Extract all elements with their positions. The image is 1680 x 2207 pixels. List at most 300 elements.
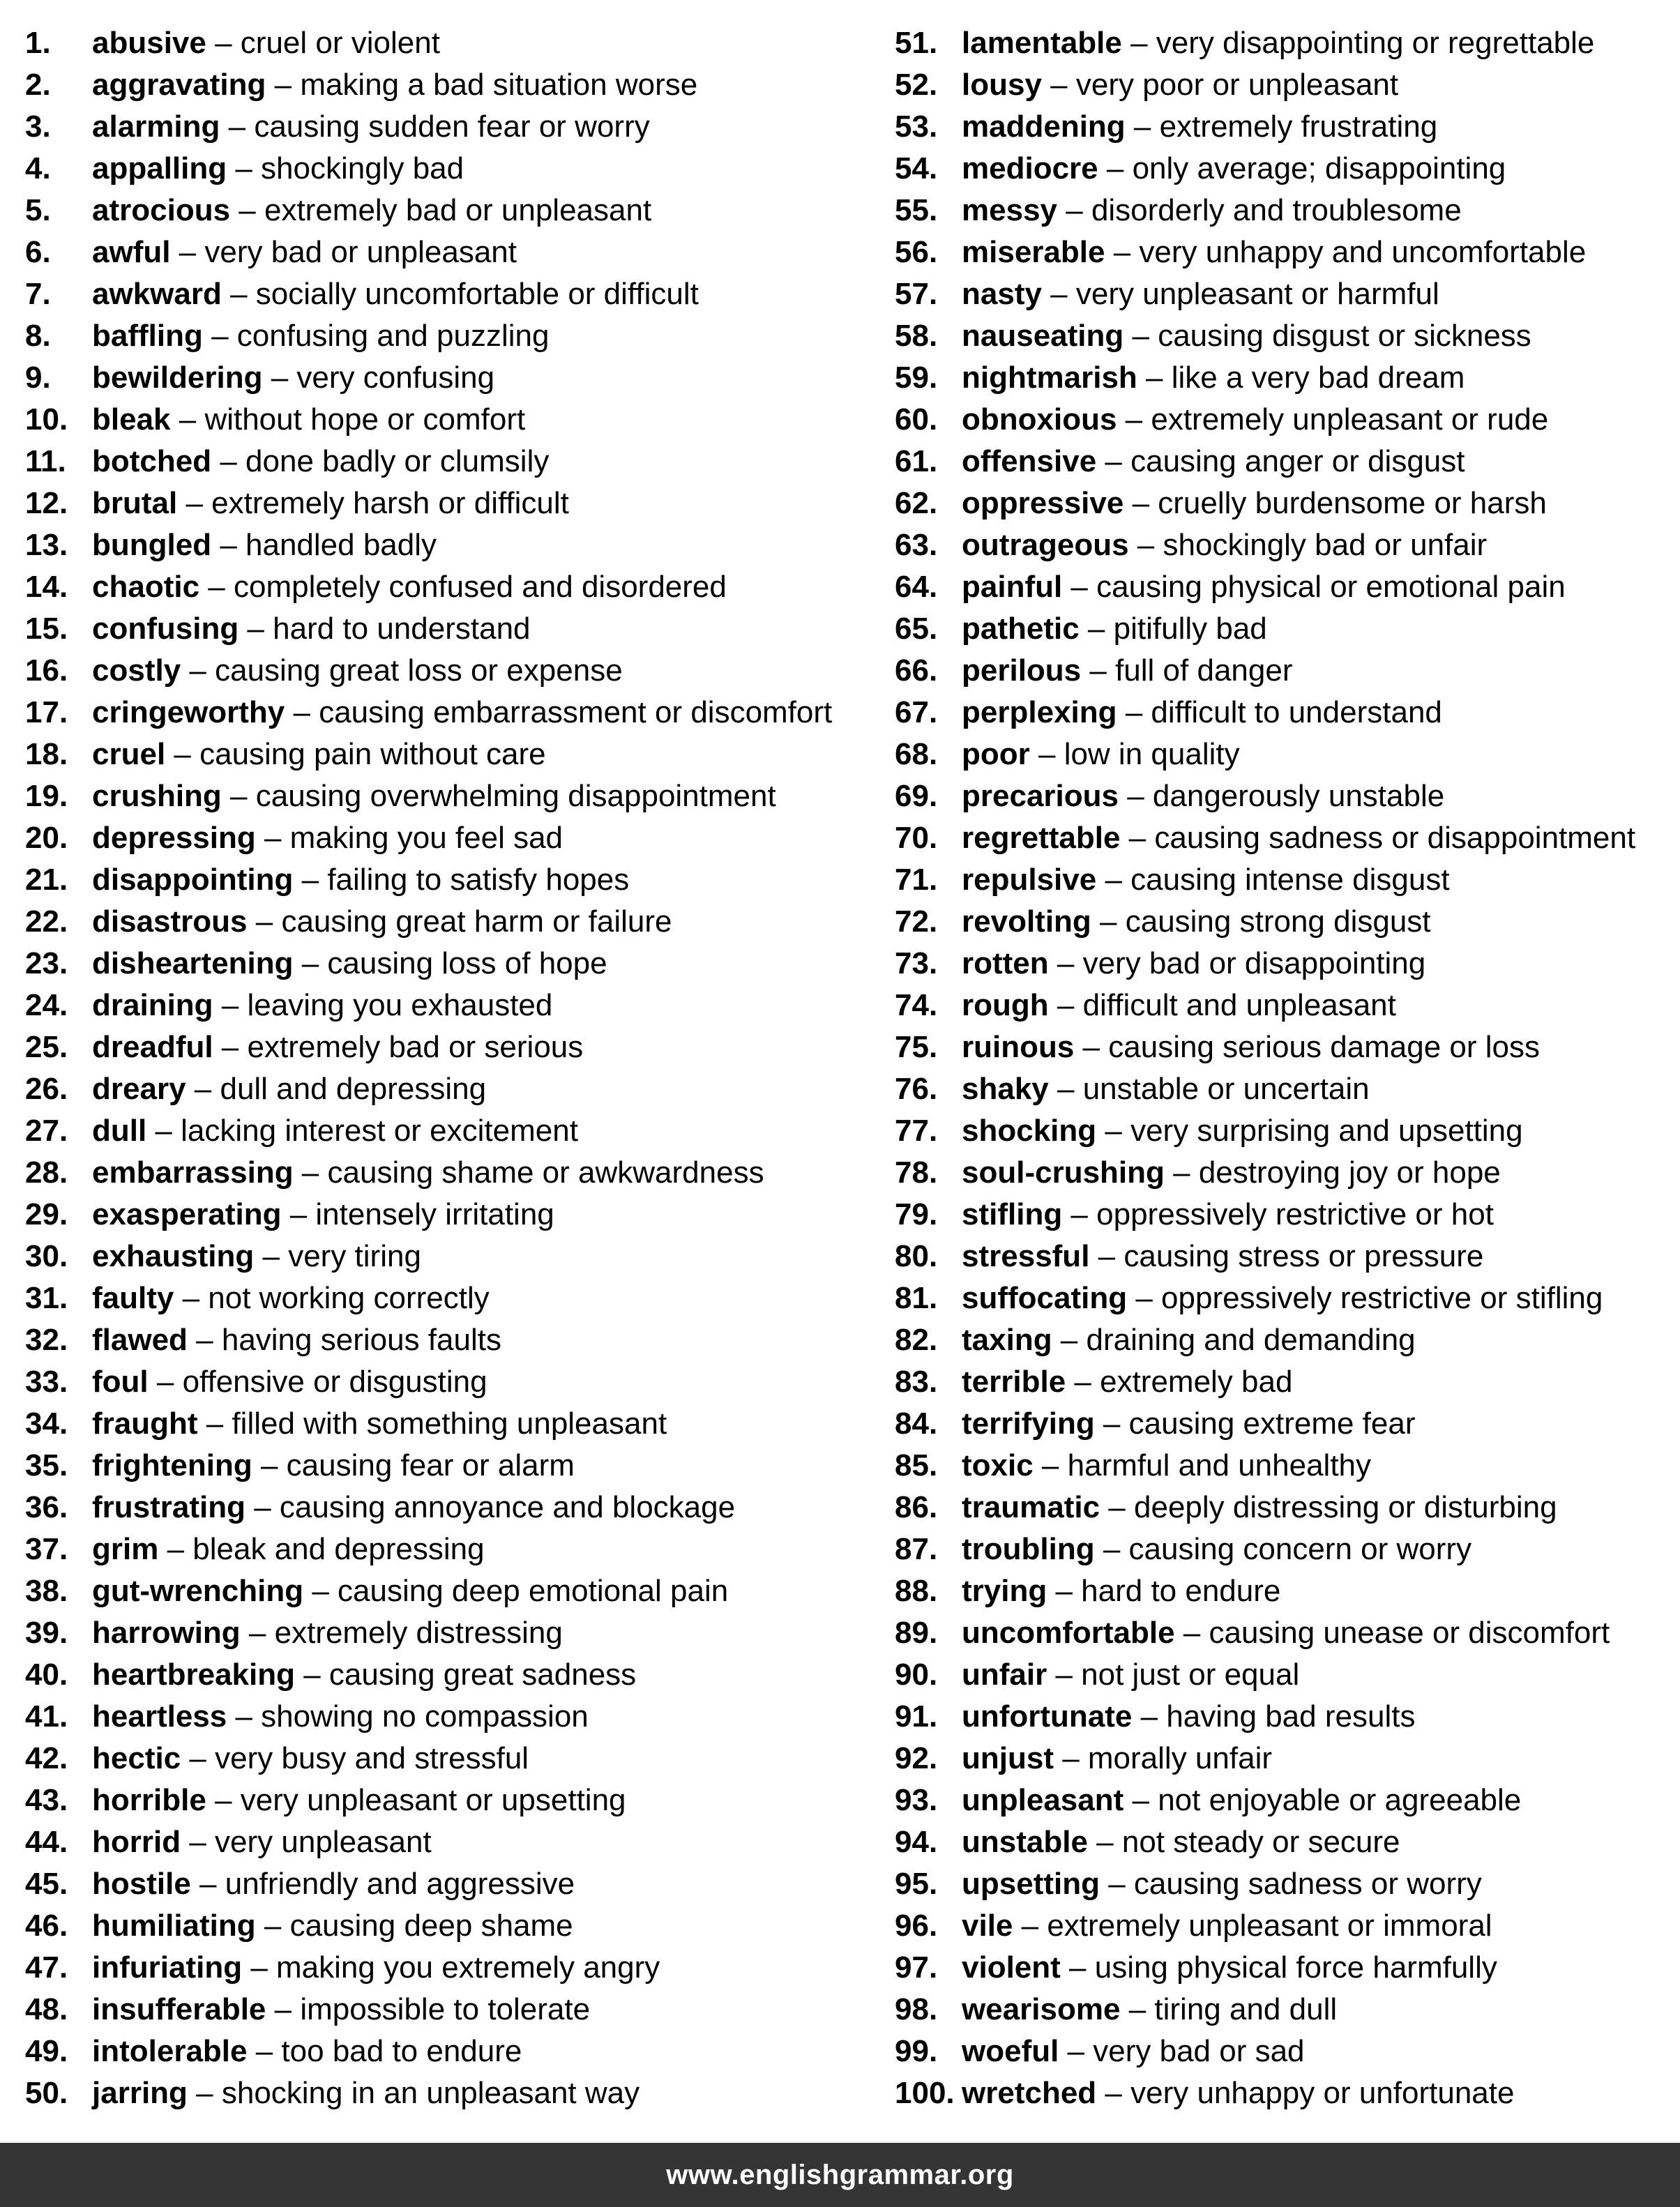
entry-word: embarrassing — [92, 1155, 294, 1190]
entry-separator: – — [1128, 528, 1163, 562]
entry-definition: shockingly bad — [261, 151, 464, 185]
entry-word: heartless — [92, 1699, 227, 1734]
entry-separator: – — [245, 1490, 280, 1524]
entry-number: 15. — [25, 612, 68, 646]
entry-word: poor — [962, 737, 1030, 771]
entry-separator: – — [174, 1281, 209, 1315]
list-item — [895, 1110, 1669, 1152]
entry-definition: very bad or sad — [1093, 2034, 1305, 2068]
entry-word: nauseating — [962, 319, 1124, 353]
entry-word: hectic — [92, 1741, 181, 1775]
entry-number: 43. — [25, 1783, 68, 1817]
entry-word: bleak — [92, 402, 171, 437]
entry-definition: difficult to understand — [1151, 695, 1442, 729]
entry-word: flawed — [92, 1323, 188, 1357]
entry-word: unfortunate — [962, 1699, 1133, 1734]
list-item — [25, 1152, 883, 1194]
entry-number: 78. — [895, 1155, 938, 1190]
entry-word: frightening — [92, 1448, 252, 1482]
entry-separator: – — [1117, 402, 1151, 437]
entry-number: 89. — [895, 1616, 938, 1650]
list-item — [25, 566, 883, 608]
entry-number: 57. — [895, 277, 938, 311]
entry-word: fraught — [92, 1406, 198, 1441]
entry-word: baffling — [92, 319, 203, 353]
entry-definition: very confusing — [296, 361, 495, 395]
entry-definition: low in quality — [1064, 737, 1240, 771]
list-item — [895, 1026, 1669, 1068]
entry-word: vile — [962, 1909, 1013, 1943]
entry-word: unstable — [962, 1825, 1088, 1859]
entry-number: 54. — [895, 151, 938, 185]
list-item — [25, 1403, 883, 1445]
entry-number: 79. — [895, 1197, 938, 1231]
right-column — [895, 22, 1669, 2114]
entry-definition: like a very bad dream — [1171, 361, 1465, 395]
entry-separator: – — [181, 1741, 215, 1775]
list-item — [895, 817, 1669, 859]
entry-definition: lacking interest or excitement — [181, 1114, 578, 1148]
entry-definition: causing embarrassment or discomfort — [319, 695, 833, 729]
entry-definition: filled with something unpleasant — [232, 1406, 667, 1441]
entry-definition: very unpleasant or harmful — [1075, 277, 1439, 311]
entry-word: dreary — [92, 1072, 186, 1106]
entry-number: 36. — [25, 1490, 68, 1524]
entry-number: 3. — [25, 109, 51, 144]
entry-definition: cruel or violent — [240, 26, 440, 60]
list-item — [25, 943, 883, 985]
entry-number: 29. — [25, 1197, 68, 1231]
list-item — [25, 1905, 883, 1947]
list-item — [25, 1738, 883, 1780]
entry-definition: intensely irritating — [315, 1197, 554, 1231]
entry-number: 33. — [25, 1365, 68, 1399]
list-item — [25, 1947, 883, 1989]
list-item — [895, 106, 1669, 148]
entry-number: 70. — [895, 821, 938, 855]
entry-separator: – — [255, 1909, 290, 1943]
entry-separator: – — [1057, 193, 1091, 227]
entry-number: 7. — [25, 277, 51, 311]
entry-definition: causing extreme fear — [1128, 1406, 1416, 1441]
list-item — [895, 148, 1669, 190]
entry-definition: confusing and puzzling — [236, 319, 550, 353]
entry-separator: – — [146, 1114, 181, 1148]
entry-separator: – — [1081, 653, 1116, 688]
entry-word: gut-wrenching — [92, 1574, 304, 1608]
entry-separator: – — [181, 653, 215, 688]
entry-separator: – — [1059, 2034, 1093, 2068]
entry-separator: – — [1047, 1658, 1082, 1692]
entry-number: 38. — [25, 1574, 68, 1608]
entry-number: 90. — [895, 1658, 938, 1692]
entry-separator: – — [247, 2034, 282, 2068]
entry-definition: not enjoyable or agreeable — [1158, 1783, 1522, 1817]
list-item — [895, 985, 1669, 1026]
list-item — [895, 1403, 1669, 1445]
entry-definition: extremely harsh or difficult — [211, 486, 569, 520]
entry-number: 32. — [25, 1323, 68, 1357]
entry-word: terrible — [962, 1365, 1066, 1399]
list-item — [25, 1863, 883, 1905]
entry-separator: – — [255, 821, 290, 855]
entry-number: 80. — [895, 1239, 938, 1273]
entry-definition: very busy and stressful — [215, 1741, 529, 1775]
entry-number: 2. — [25, 68, 51, 102]
entry-separator: – — [1123, 486, 1158, 520]
entry-definition: not just or equal — [1081, 1658, 1300, 1692]
list-item — [25, 985, 883, 1026]
entry-word: unjust — [962, 1741, 1054, 1775]
entry-word: horrible — [92, 1783, 206, 1817]
entry-number: 16. — [25, 653, 68, 688]
entry-definition: morally unfair — [1087, 1741, 1272, 1775]
entry-separator: – — [1033, 1448, 1068, 1482]
entry-word: bungled — [92, 528, 212, 562]
entry-definition: causing great loss or expense — [215, 653, 623, 688]
entry-definition: extremely unpleasant or immoral — [1047, 1909, 1492, 1943]
entry-number: 45. — [25, 1867, 68, 1901]
entry-separator: – — [242, 1950, 277, 1985]
list-item — [895, 232, 1669, 273]
entry-separator: – — [1117, 695, 1151, 729]
entry-separator: – — [1041, 277, 1076, 311]
entry-definition: causing unease or discomfort — [1209, 1616, 1610, 1650]
entry-word: upsetting — [962, 1867, 1100, 1901]
entry-definition: causing annoyance and blockage — [279, 1490, 736, 1524]
entry-number: 95. — [895, 1867, 938, 1901]
entry-word: maddening — [962, 109, 1126, 144]
entry-word: foul — [92, 1365, 149, 1399]
list-item — [25, 1319, 883, 1361]
entry-word: trying — [962, 1574, 1047, 1608]
entry-separator: – — [1087, 1825, 1122, 1859]
entry-word: pathetic — [962, 612, 1080, 646]
entry-number: 6. — [25, 235, 51, 269]
entry-word: costly — [92, 653, 181, 688]
entry-separator: – — [293, 1155, 328, 1190]
entry-number: 48. — [25, 1992, 68, 2026]
entry-word: insufferable — [92, 1992, 266, 2026]
entry-separator: – — [158, 1532, 193, 1566]
entry-separator: – — [1066, 1365, 1100, 1399]
list-item — [25, 148, 883, 190]
list-item — [895, 1947, 1669, 1989]
list-item — [25, 692, 883, 734]
entry-number: 82. — [895, 1323, 938, 1357]
entry-separator: – — [206, 26, 241, 60]
entry-separator: – — [1062, 1197, 1097, 1231]
list-item — [25, 859, 883, 901]
entry-word: perilous — [962, 653, 1082, 688]
entry-separator: – — [187, 2076, 222, 2110]
entry-separator: – — [213, 1030, 248, 1064]
entry-word: aggravating — [92, 68, 266, 102]
entry-number: 81. — [895, 1281, 938, 1315]
entry-separator: – — [170, 402, 205, 437]
entry-number: 77. — [895, 1114, 938, 1148]
entry-word: terrifying — [962, 1406, 1095, 1441]
entry-number: 49. — [25, 2034, 68, 2068]
list-item — [25, 775, 883, 817]
entry-definition: very bad or unpleasant — [204, 235, 517, 269]
list-item — [895, 357, 1669, 399]
entry-word: miserable — [962, 235, 1105, 269]
entry-separator: – — [186, 1072, 220, 1106]
entry-number: 55. — [895, 193, 938, 227]
entry-definition: unfriendly and aggressive — [225, 1867, 575, 1901]
list-item — [895, 650, 1669, 692]
footer-url[interactable]: www.englishgrammar.org — [666, 2160, 1014, 2190]
entry-definition: hard to understand — [273, 612, 531, 646]
entry-word: depressing — [92, 821, 256, 855]
entry-number: 97. — [895, 1950, 938, 1985]
entry-definition: making a bad situation worse — [300, 68, 698, 102]
entry-word: stressful — [962, 1239, 1090, 1273]
list-item — [895, 1989, 1669, 2031]
entry-word: oppressive — [962, 486, 1124, 520]
entry-number: 58. — [895, 319, 938, 353]
entry-separator: – — [1123, 1783, 1158, 1817]
entry-definition: extremely bad — [1100, 1365, 1293, 1399]
entry-number: 85. — [895, 1448, 938, 1482]
entry-word: revolting — [962, 904, 1091, 939]
entry-number: 25. — [25, 1030, 68, 1064]
entry-separator: – — [1060, 1950, 1095, 1985]
entry-definition: destroying joy or hope — [1198, 1155, 1501, 1190]
entry-separator: – — [221, 779, 256, 813]
list-item — [25, 1026, 883, 1068]
entry-separator: – — [281, 1197, 316, 1231]
entry-separator: – — [197, 1406, 232, 1441]
entry-word: repulsive — [962, 863, 1097, 897]
entry-word: cringeworthy — [92, 695, 285, 729]
entry-word: draining — [92, 988, 213, 1022]
list-item — [895, 2072, 1669, 2114]
entry-separator: – — [213, 988, 248, 1022]
entry-definition: causing fear or alarm — [286, 1448, 575, 1482]
entry-word: heartbreaking — [92, 1658, 295, 1692]
list-item — [895, 608, 1669, 650]
entry-separator: – — [1121, 26, 1156, 60]
entry-separator: – — [211, 528, 246, 562]
entry-separator: – — [293, 946, 328, 980]
entry-definition: shocking in an unpleasant way — [221, 2076, 640, 2110]
entry-separator: – — [1105, 235, 1140, 269]
entry-separator: – — [294, 1658, 329, 1692]
entry-separator: – — [1137, 361, 1172, 395]
list-item — [895, 399, 1669, 441]
entry-definition: using physical force harmfully — [1094, 1950, 1497, 1985]
list-item — [25, 1696, 883, 1738]
entry-separator: – — [177, 486, 212, 520]
entry-definition: failing to satisfy hopes — [327, 863, 630, 897]
entry-number: 27. — [25, 1114, 68, 1148]
entry-word: grim — [92, 1532, 159, 1566]
list-item — [25, 1570, 883, 1612]
entry-word: nasty — [962, 277, 1042, 311]
entry-separator: – — [1048, 988, 1083, 1022]
entry-number: 92. — [895, 1741, 938, 1775]
entry-definition: oppressively restrictive or hot — [1096, 1197, 1494, 1231]
entry-word: exasperating — [92, 1197, 282, 1231]
entry-number: 13. — [25, 528, 68, 562]
entry-definition: causing great sadness — [328, 1658, 637, 1692]
entry-number: 8. — [25, 319, 51, 353]
list-item — [895, 64, 1669, 106]
entry-definition: pitifully bad — [1113, 612, 1267, 646]
entry-definition: very unhappy or unfortunate — [1130, 2076, 1515, 2110]
list-item — [25, 1361, 883, 1403]
entry-definition: causing overwhelming disappointment — [255, 779, 776, 813]
entry-word: obnoxious — [962, 402, 1117, 437]
entry-separator: – — [227, 151, 262, 185]
entry-number: 75. — [895, 1030, 938, 1064]
entry-number: 93. — [895, 1783, 938, 1817]
entry-separator: – — [303, 1574, 338, 1608]
list-item — [895, 1529, 1669, 1570]
entry-word: abusive — [92, 26, 206, 60]
entry-number: 39. — [25, 1616, 68, 1650]
entry-word: intolerable — [92, 2034, 248, 2068]
entry-number: 40. — [25, 1658, 68, 1692]
entry-separator: – — [1079, 612, 1114, 646]
entry-separator: – — [1096, 1114, 1131, 1148]
entry-number: 72. — [895, 904, 938, 939]
entry-separator: – — [1100, 1490, 1134, 1524]
entry-definition: causing concern or worry — [1128, 1532, 1472, 1566]
entry-number: 1. — [25, 26, 51, 60]
entry-definition: draining and demanding — [1086, 1323, 1416, 1357]
list-item — [895, 734, 1669, 775]
entry-number: 59. — [895, 361, 938, 395]
entry-word: lousy — [962, 68, 1042, 102]
entry-number: 50. — [25, 2076, 68, 2110]
entry-word: troubling — [962, 1532, 1095, 1566]
entry-word: woeful — [962, 2034, 1059, 2068]
entry-word: dull — [92, 1114, 147, 1148]
entry-definition: harmful and unhealthy — [1067, 1448, 1372, 1482]
entry-separator: – — [190, 1867, 225, 1901]
list-item — [25, 232, 883, 273]
entry-definition: causing shame or awkwardness — [327, 1155, 764, 1190]
entry-definition: without hope or comfort — [204, 402, 526, 437]
list-item — [25, 1989, 883, 2031]
entry-definition: extremely frustrating — [1159, 109, 1438, 144]
entry-definition: causing intense disgust — [1130, 863, 1450, 897]
entry-separator: – — [1174, 1616, 1209, 1650]
entry-word: horrid — [92, 1825, 181, 1859]
entry-separator: – — [1120, 821, 1155, 855]
entry-number: 31. — [25, 1281, 68, 1315]
entry-definition: having serious faults — [221, 1323, 501, 1357]
entry-word: humiliating — [92, 1909, 256, 1943]
entry-definition: dangerously unstable — [1152, 779, 1445, 813]
entry-separator: – — [1047, 1574, 1082, 1608]
entry-separator: – — [1062, 570, 1097, 604]
list-item — [895, 692, 1669, 734]
entry-definition: very surprising and upsetting — [1130, 1114, 1523, 1148]
entry-separator: – — [199, 570, 234, 604]
entry-separator: – — [252, 1448, 287, 1482]
list-item — [895, 190, 1669, 232]
entry-definition: extremely bad or serious — [247, 1030, 584, 1064]
entry-number: 100. — [895, 2076, 955, 2110]
entry-separator: – — [262, 361, 297, 395]
entry-definition: not steady or secure — [1121, 1825, 1400, 1859]
entry-definition: causing strong disgust — [1125, 904, 1431, 939]
entry-number: 41. — [25, 1699, 68, 1734]
entry-word: confusing — [92, 612, 239, 646]
entry-definition: causing stress or pressure — [1123, 1239, 1484, 1273]
list-item — [25, 441, 883, 483]
list-item — [25, 817, 883, 859]
entry-number: 35. — [25, 1448, 68, 1482]
entry-number: 61. — [895, 444, 938, 478]
entry-word: atrocious — [92, 193, 231, 227]
entry-definition: causing sadness or disappointment — [1154, 821, 1636, 855]
entry-word: awful — [92, 235, 171, 269]
list-item — [25, 734, 883, 775]
entry-number: 19. — [25, 779, 68, 813]
list-item — [25, 357, 883, 399]
entry-separator: – — [1029, 737, 1064, 771]
entry-definition: extremely unpleasant or rude — [1151, 402, 1549, 437]
entry-separator: – — [227, 1699, 262, 1734]
entry-separator: – — [1096, 863, 1131, 897]
entry-definition: only average; disappointing — [1132, 151, 1506, 185]
entry-definition: making you feel sad — [289, 821, 563, 855]
entry-word: alarming — [92, 109, 220, 144]
list-item — [895, 566, 1669, 608]
list-item — [25, 190, 883, 232]
entry-separator: – — [1123, 319, 1158, 353]
entry-word: wretched — [962, 2076, 1097, 2110]
entry-separator: – — [239, 612, 273, 646]
entry-separator: – — [1096, 2076, 1131, 2110]
entry-word: regrettable — [962, 821, 1121, 855]
entry-number: 91. — [895, 1699, 938, 1734]
entry-number: 69. — [895, 779, 938, 813]
entry-definition: leaving you exhausted — [247, 988, 553, 1022]
list-item — [25, 1194, 883, 1236]
list-item — [895, 1821, 1669, 1863]
entry-number: 71. — [895, 863, 938, 897]
list-item — [25, 22, 883, 64]
entry-separator: – — [247, 904, 282, 939]
list-item — [25, 1612, 883, 1654]
entry-separator: – — [1164, 1155, 1199, 1190]
list-item — [895, 1319, 1669, 1361]
entry-definition: causing sudden fear or worry — [254, 109, 650, 144]
entry-separator: – — [1091, 904, 1126, 939]
entry-separator: – — [221, 277, 256, 311]
entry-number: 65. — [895, 612, 938, 646]
list-item — [25, 106, 883, 148]
list-item — [895, 524, 1669, 566]
entry-word: wearisome — [962, 1992, 1121, 2026]
entry-number: 14. — [25, 570, 68, 604]
entry-separator: – — [220, 109, 255, 144]
entry-definition: handled badly — [245, 528, 437, 562]
entry-separator: – — [1094, 1406, 1129, 1441]
list-item — [895, 2031, 1669, 2072]
list-item — [895, 315, 1669, 357]
entry-definition: causing pain without care — [199, 737, 546, 771]
entry-number: 96. — [895, 1909, 938, 1943]
entry-word: soul-crushing — [962, 1155, 1165, 1190]
entry-separator: – — [187, 1323, 222, 1357]
